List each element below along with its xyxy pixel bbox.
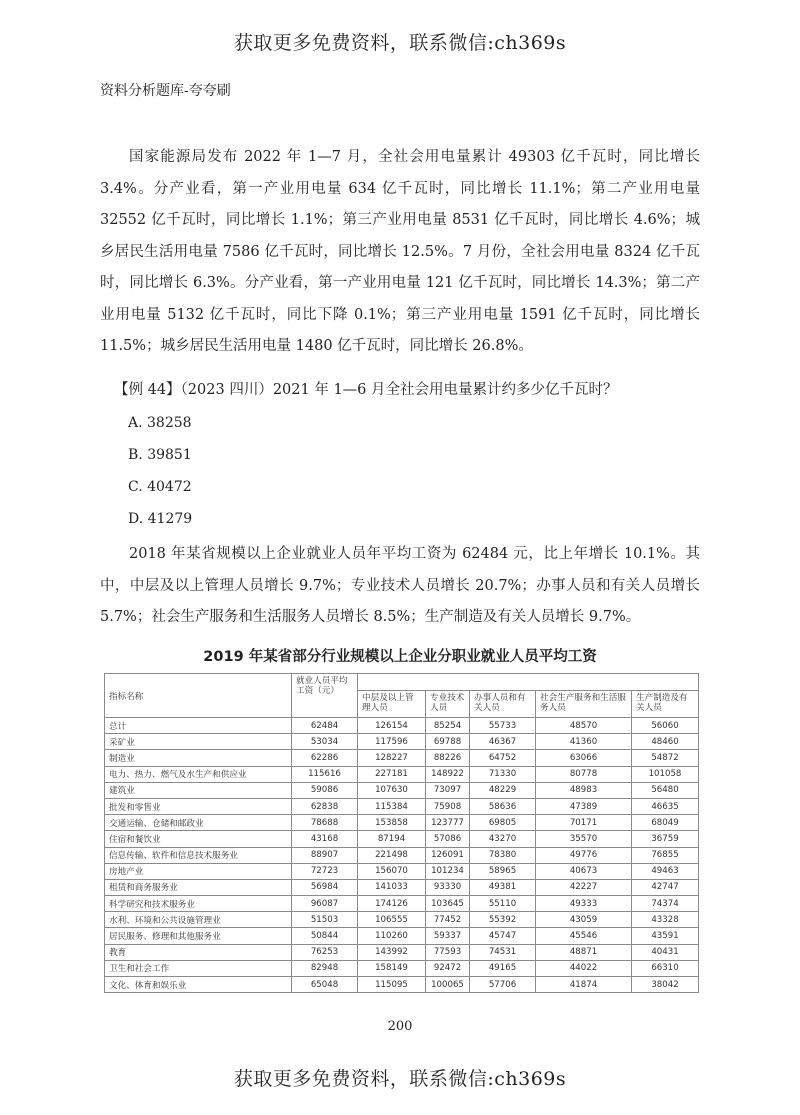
wage-table: [104, 673, 699, 993]
table-row: [105, 879, 699, 895]
table-cell: 100065: [426, 977, 470, 993]
row-label: 批发和零售业: [105, 798, 292, 814]
table-cell: 115384: [358, 798, 426, 814]
table-cell: 101234: [426, 863, 470, 879]
table-cell: 45747: [470, 928, 536, 944]
row-label: 总计: [105, 718, 292, 734]
table-row: [105, 734, 699, 750]
table-cell: 101058: [632, 766, 699, 782]
table-row: [105, 977, 699, 993]
row-label: 卫生和社会工作: [105, 960, 292, 976]
table-cell: 153858: [358, 815, 426, 831]
table-cell: 76855: [632, 847, 699, 863]
table-cell: 69788: [426, 734, 470, 750]
promo-banner-top: 获取更多免费资料，联系微信:ch369s: [233, 32, 567, 54]
table-cell: 115095: [358, 977, 426, 993]
table-cell: 51503: [292, 912, 358, 928]
table-cell: 45546: [536, 928, 632, 944]
table-cell: 56984: [292, 879, 358, 895]
table-cell: 85254: [426, 718, 470, 734]
table-cell: 49463: [632, 863, 699, 879]
table-cell: 40673: [536, 863, 632, 879]
table-cell: 92472: [426, 960, 470, 976]
table-cell: 110260: [358, 928, 426, 944]
row-label: 电力、热力、燃气及水生产和供应业: [105, 766, 292, 782]
table-row: [105, 960, 699, 976]
table-cell: 82948: [292, 960, 358, 976]
col-header-production: 生产制造及有关人员: [632, 691, 699, 718]
table-row: [105, 718, 699, 734]
table-cell: 49381: [470, 879, 536, 895]
table-cell: 46367: [470, 734, 536, 750]
table-cell: 74374: [632, 896, 699, 912]
option-a: A. 38258: [128, 415, 192, 431]
table-cell: 148922: [426, 766, 470, 782]
table-row: [105, 863, 699, 879]
table-cell: 73097: [426, 782, 470, 798]
col-header-service: 社会生产服务和生活服务人员: [536, 691, 632, 718]
table-cell: 126091: [426, 847, 470, 863]
col-header-avg: 就业人员平均工资（元）: [292, 674, 358, 718]
table-row: [105, 847, 699, 863]
table-cell: 58965: [470, 863, 536, 879]
row-label: 科学研究和技术服务业: [105, 896, 292, 912]
table-cell: 69805: [470, 815, 536, 831]
col-header-clerks: 办事人员和有关人员: [470, 691, 536, 718]
table-cell: 106555: [358, 912, 426, 928]
option-b: B. 39851: [128, 447, 192, 463]
table-cell: 93330: [426, 879, 470, 895]
row-label: 房地产业: [105, 863, 292, 879]
table-row: [105, 782, 699, 798]
col-header-managers: 中层及以上管理人员: [358, 691, 426, 718]
table-cell: 47389: [536, 798, 632, 814]
promo-banner-bottom: 获取更多免费资料，联系微信:ch369s: [233, 1068, 567, 1090]
table-cell: 63066: [536, 750, 632, 766]
table-cell: 49776: [536, 847, 632, 863]
table-cell: 78688: [292, 815, 358, 831]
row-label: 居民服务、修理和其他服务业: [105, 928, 292, 944]
table-cell: 43270: [470, 831, 536, 847]
table-cell: 54872: [632, 750, 699, 766]
table-cell: 107630: [358, 782, 426, 798]
table-cell: 57706: [470, 977, 536, 993]
row-label: 文化、体育和娱乐业: [105, 977, 292, 993]
table-row: [105, 896, 699, 912]
table-cell: 50844: [292, 928, 358, 944]
table-row: [105, 750, 699, 766]
table-cell: 58636: [470, 798, 536, 814]
table-cell: 174126: [358, 896, 426, 912]
table-cell: 103645: [426, 896, 470, 912]
table-cell: 43168: [292, 831, 358, 847]
table-cell: 46635: [632, 798, 699, 814]
table-cell: 48460: [632, 734, 699, 750]
table-cell: 40431: [632, 944, 699, 960]
table-cell: 115616: [292, 766, 358, 782]
col-header-professionals: 专业技术人员: [426, 691, 470, 718]
table-cell: 62286: [292, 750, 358, 766]
table-cell: 49165: [470, 960, 536, 976]
row-label: 建筑业: [105, 782, 292, 798]
table-cell: 128227: [358, 750, 426, 766]
table-cell: 88226: [426, 750, 470, 766]
table-cell: 74531: [470, 944, 536, 960]
table-cell: 87194: [358, 831, 426, 847]
table-cell: 55110: [470, 896, 536, 912]
table-cell: 72723: [292, 863, 358, 879]
table-cell: 126154: [358, 718, 426, 734]
table-cell: 96087: [292, 896, 358, 912]
table-cell: 158149: [358, 960, 426, 976]
table-cell: 77452: [426, 912, 470, 928]
table-row: [105, 928, 699, 944]
table-row: [105, 831, 699, 847]
table-cell: 35570: [536, 831, 632, 847]
table-cell: 80778: [536, 766, 632, 782]
table-cell: 156070: [358, 863, 426, 879]
table-row: [105, 815, 699, 831]
table-cell: 62838: [292, 798, 358, 814]
table-cell: 55733: [470, 718, 536, 734]
option-c: C. 40472: [128, 479, 192, 495]
table-cell: 48983: [536, 782, 632, 798]
table-cell: 65048: [292, 977, 358, 993]
table-cell: 70171: [536, 815, 632, 831]
col-header-name: 指标名称: [105, 674, 292, 718]
table-cell: 75908: [426, 798, 470, 814]
table-cell: 221498: [358, 847, 426, 863]
row-label: 交通运输、仓储和邮政业: [105, 815, 292, 831]
table-cell: 41874: [536, 977, 632, 993]
table-cell: 88907: [292, 847, 358, 863]
table-cell: 48570: [536, 718, 632, 734]
table-cell: 42747: [632, 879, 699, 895]
table-cell: 42227: [536, 879, 632, 895]
table-cell: 44022: [536, 960, 632, 976]
material-paragraph-electricity: 国家能源局发布 2022 年 1—7 月，全社会用电量累计 49303 亿千瓦时，同比增长 3.4%。分产业看，第一产业用电量 634 亿千瓦时，同比增长 11.1%；第二产业用电量 32552 亿千瓦时，同比增长 1.1%；第三产业用电量 8531 亿千瓦时，同比增长 4.6%；城乡居民生活用电量 7586 亿千瓦时，同比增长 12.5%。7 月份，全社会用电量 8324 亿千瓦时，同比增长 6.3%。分产业看，第一产业用电量 121 亿千瓦时，同比增长 14.3%；第二产业用电量 5132 亿千瓦时，同比下降 0.1%；第三产业用电量 1591 亿千瓦时，同比增长 11.5%；城乡居民生活用电量 1480 亿千瓦时，同比增长 26.8%。: [100, 149, 700, 354]
table-cell: 57086: [426, 831, 470, 847]
table-cell: 48871: [536, 944, 632, 960]
table-cell: 141033: [358, 879, 426, 895]
table-row: [105, 912, 699, 928]
table-cell: 68049: [632, 815, 699, 831]
table-cell: 143992: [358, 944, 426, 960]
table-row: [105, 798, 699, 814]
row-label: 住宿和餐饮业: [105, 831, 292, 847]
row-label: 租赁和商务服务业: [105, 879, 292, 895]
table-cell: 53034: [292, 734, 358, 750]
table-cell: 117596: [358, 734, 426, 750]
table-cell: 77593: [426, 944, 470, 960]
row-label: 采矿业: [105, 734, 292, 750]
question-stem: 【例 44】（2023 四川）2021 年 1—6 月全社会用电量累计约多少亿千瓦时？: [114, 382, 618, 398]
table-cell: 59086: [292, 782, 358, 798]
table-cell: 71330: [470, 766, 536, 782]
page-number: 200: [387, 1019, 413, 1034]
table-cell: 76253: [292, 944, 358, 960]
option-d: D. 41279: [128, 511, 193, 527]
table-cell: 38042: [632, 977, 699, 993]
table-cell: 123777: [426, 815, 470, 831]
table-cell: 43591: [632, 928, 699, 944]
table-cell: 59337: [426, 928, 470, 944]
page-header: 资料分析题库-夸夸刷: [100, 83, 231, 99]
table-row: [105, 944, 699, 960]
table-cell: 56060: [632, 718, 699, 734]
table-cell: 64752: [470, 750, 536, 766]
row-label: 制造业: [105, 750, 292, 766]
table-cell: 36759: [632, 831, 699, 847]
table-title: 2019 年某省部分行业规模以上企业分职业就业人员平均工资: [203, 649, 597, 665]
row-label: 教育: [105, 944, 292, 960]
table-cell: 48229: [470, 782, 536, 798]
table-cell: 43059: [536, 912, 632, 928]
table-cell: 56480: [632, 782, 699, 798]
row-label: 信息传输、软件和信息技术服务业: [105, 847, 292, 863]
table-cell: 66310: [632, 960, 699, 976]
table-cell: 43328: [632, 912, 699, 928]
table-cell: 62484: [292, 718, 358, 734]
col-header-spacer: [358, 674, 699, 691]
table-cell: 41360: [536, 734, 632, 750]
table-cell: 49333: [536, 896, 632, 912]
table-cell: 78380: [470, 847, 536, 863]
table-cell: 227181: [358, 766, 426, 782]
row-label: 水利、环境和公共设施管理业: [105, 912, 292, 928]
table-row: [105, 766, 699, 782]
table-cell: 55392: [470, 912, 536, 928]
material-paragraph-wages: 2018 年某省规模以上企业就业人员年平均工资为 62484 元，比上年增长 10.1%。其中，中层及以上管理人员增长 9.7%；专业技术人员增长 20.7%；办事人员和有关人员增长 5.7%；社会生产服务和生活服务人员增长 8.5%；生产制造及有关人员增长 9.7%。: [100, 546, 700, 625]
